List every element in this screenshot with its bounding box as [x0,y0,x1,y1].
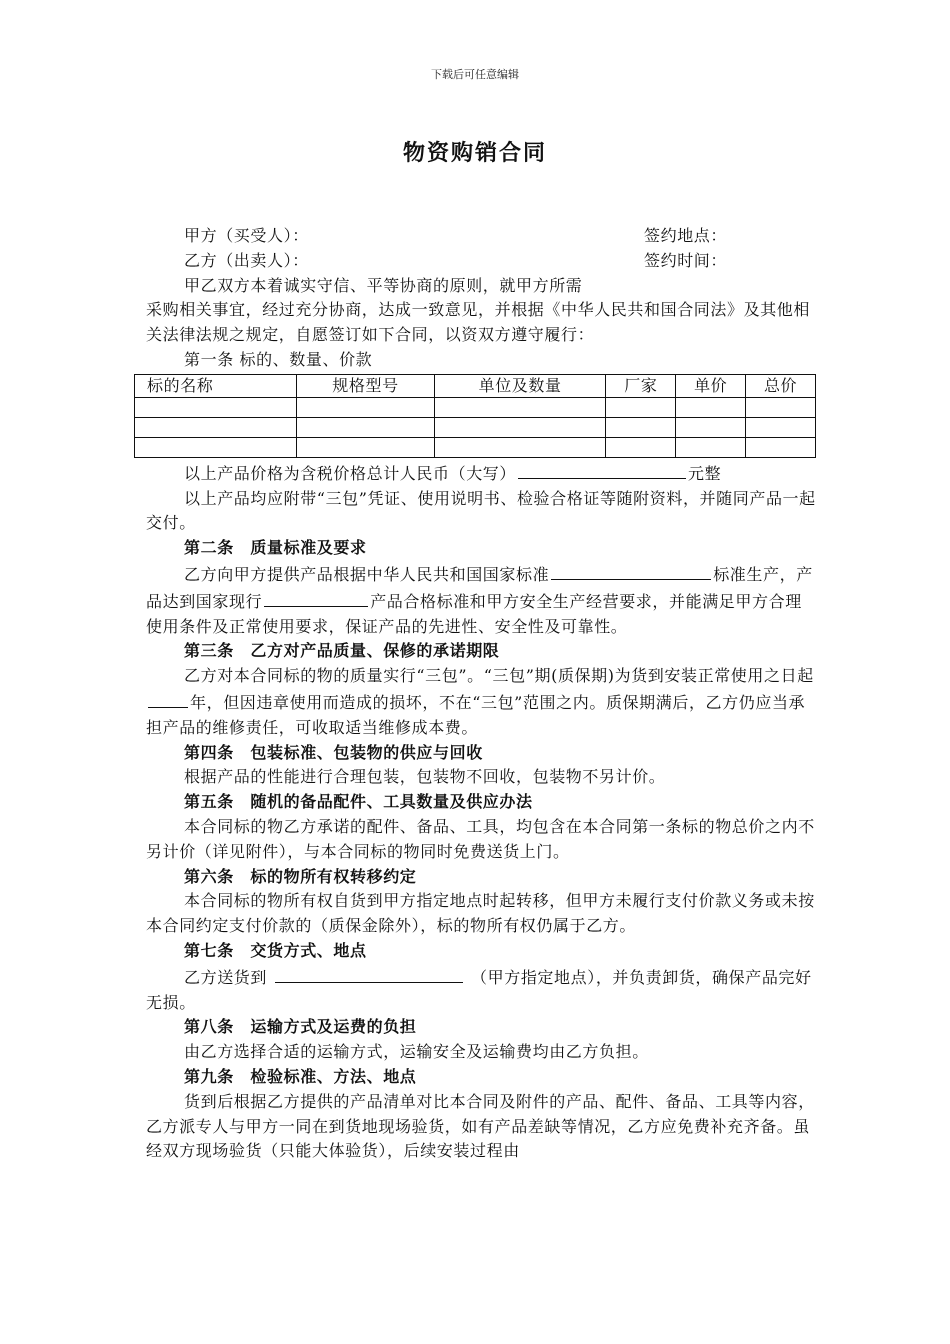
article-3-text-a: 乙方对本合同标的物的质量实行“三包”。“三包”期(质保期)为货到安装正常使用之日起 [184,666,814,686]
article-2-text-a: 乙方向甲方提供产品根据中华人民共和国国家标准 [184,564,550,584]
table-cell [434,397,606,417]
article-2-text-b: 标准生产，产品达到国家现行 [146,564,813,611]
total-price-line [146,460,816,487]
table-cell [746,417,816,437]
article-7-text-b: （甲方指定地点），并负责卸货，确保产品完好无损。 [146,967,812,1012]
total-price-suffix: 元整 [688,463,722,483]
table-header-row [135,374,816,397]
col-header-unit-price: 单价 [676,374,746,397]
article-9-heading: 第九条 检验标准、方法、地点 [184,1066,417,1086]
article-2-paragraph [146,561,816,639]
table-cell [676,437,746,457]
article-3-text-b: 年，但因违章使用而造成的损坏，不在“三包”范围之内。质保期满后，乙方仍应当承担产品的维修责任，可收取适当维修成本费。 [146,692,806,737]
table-cell [434,417,606,437]
party-row-2 [146,249,816,274]
article-7-text-a: 乙方送货到 [184,967,268,987]
article-4-heading: 第四条 包装标准、包装物的供应与回收 [184,742,483,762]
buyer-label: 甲方（买受人）： [184,226,309,245]
seller-label: 乙方（出卖人）： [184,250,309,270]
table-row [135,417,816,437]
table-cell [297,437,435,457]
col-header-maker: 厂家 [606,374,676,397]
article-7-heading: 第七条 交货方式、地点 [184,940,367,960]
header-note: 下载后可任意编辑 [431,68,519,81]
table-row [135,437,816,457]
intro-line-1: 甲乙双方本着诚实守信、平等协商的原则，就甲方所需 [184,275,583,295]
article-4-paragraph: 根据产品的性能进行合理包装，包装物不回收，包装物不另计价。 [184,767,666,787]
article-8-heading: 第八条 运输方式及运费的负担 [184,1017,417,1037]
warranty-years-blank [148,689,188,708]
table-cell [606,437,676,457]
items-table [134,374,816,458]
table-cell [746,437,816,457]
intro-line-2: 采购相关事宜，经过充分协商，达成一致意见，并根据《中华人民共和国合同法》及其他相关法律法规之规定，自愿签订如下合同，以资双方遵守履行： [146,300,811,345]
article-1-heading: 第一条 标的、数量、价款 [184,349,373,369]
article-7-paragraph [146,964,816,1016]
article-2-text-c: 产品合格标准和甲方安全生产经营要求，并能满足甲方合理使用条件及正常使用要求，保证产品的先进性、安全性及可靠性。 [146,591,802,636]
table-cell [746,397,816,417]
contract-body [146,224,816,1164]
article-9-paragraph: 货到后根据乙方提供的产品清单对比本合同及附件的产品、配件、备品、工具等内容，乙方派专人与甲方一同在到货地现场验货，如有产品差缺等情况，乙方应免费补充齐备。虽经双方现场验货（只能大体验货），后续安装过程由 [146,1091,815,1161]
table-cell [135,417,297,437]
total-price-blank [518,460,686,479]
article-6-paragraph: 本合同标的物所有权自货到甲方指定地点时起转移，但甲方未履行支付价款义务或未按本合同约定支付价款的（质保金除外），标的物所有权仍属于乙方。 [146,891,815,936]
table-cell [297,417,435,437]
sign-time-label: 签约时间： [644,250,728,270]
col-header-name: 标的名称 [135,374,297,397]
current-standard-blank [264,588,368,607]
table-cell [676,417,746,437]
sign-place-label: 签约地点： [644,226,728,245]
col-header-unit-qty: 单位及数量 [434,374,606,397]
article-6-heading: 第六条 标的物所有权转移约定 [184,866,417,886]
article-2-heading: 第二条 质量标准及要求 [184,538,367,558]
article-5-heading: 第五条 随机的备品配件、工具数量及供应办法 [184,792,533,812]
article-3-paragraph [146,664,816,740]
article-1-note: 以上产品均应附带“三包”凭证、使用说明书、检验合格证等随附资料，并随同产品一起交付。 [146,488,816,533]
table-cell [434,437,606,457]
standard-blank [551,561,711,580]
col-header-total: 总价 [746,374,816,397]
table-cell [135,437,297,457]
document-title: 物资购销合同 [402,140,547,166]
party-row-1 [146,224,816,249]
table-cell [297,397,435,417]
table-cell [606,397,676,417]
table-cell [135,397,297,417]
total-price-prefix: 以上产品价格为含税价格总计人民币（大写） [184,463,517,483]
delivery-place-blank [275,964,463,983]
table-cell [676,397,746,417]
article-5-paragraph: 本合同标的物乙方承诺的配件、备品、工具，均包含在本合同第一条标的物总价之内不另计价（详见附件），与本合同标的物同时免费送货上门。 [146,816,815,861]
article-3-heading: 第三条 乙方对产品质量、保修的承诺期限 [184,641,500,661]
col-header-spec: 规格型号 [297,374,435,397]
table-cell [606,417,676,437]
table-row [135,397,816,417]
article-8-paragraph: 由乙方选择合适的运输方式，运输安全及运输费均由乙方负担。 [184,1042,649,1062]
